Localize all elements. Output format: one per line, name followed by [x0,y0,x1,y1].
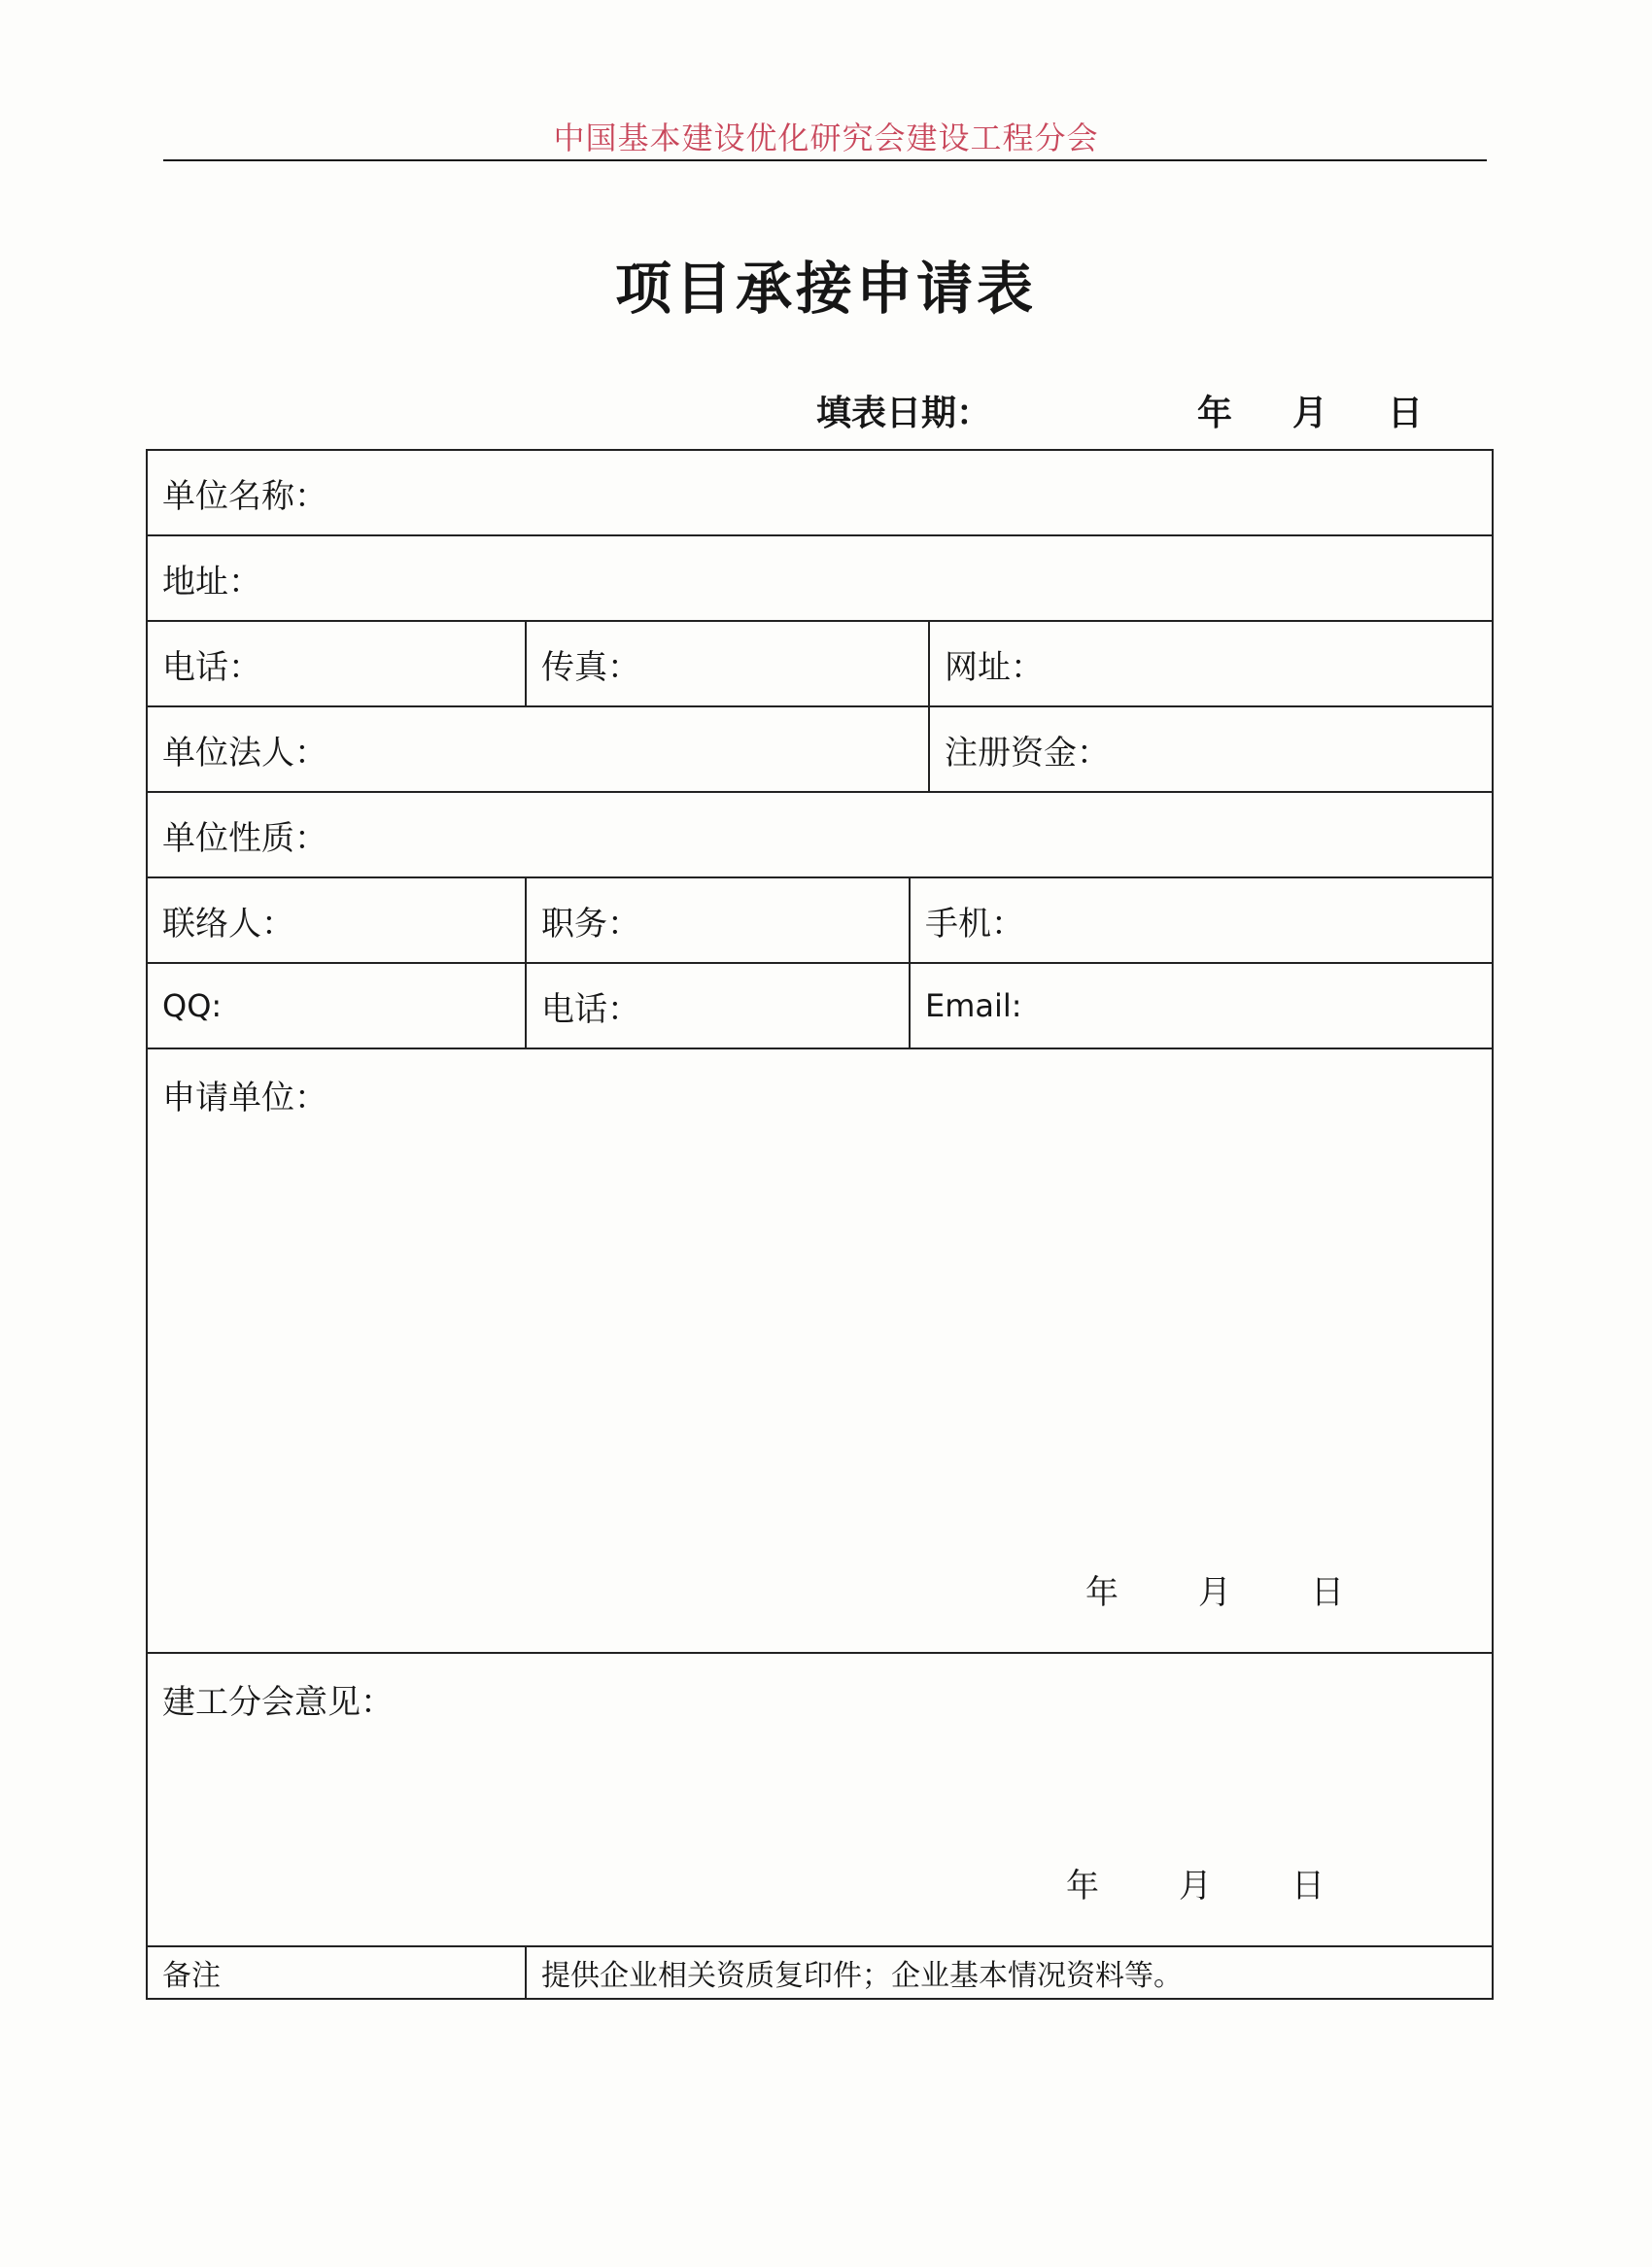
address-field[interactable]: 地址： [147,535,1493,621]
mobile-field[interactable]: 手机： [910,877,1493,963]
applicant-date-month: 月 [1198,1573,1231,1612]
contact-person-field[interactable]: 联络人： [147,877,526,963]
unit-name-field[interactable]: 单位名称： [147,450,1493,535]
website-field[interactable]: 网址： [929,621,1493,706]
header-divider [163,159,1487,161]
branch-date-day: 日 [1291,1867,1325,1906]
applicant-unit-section[interactable] [147,1048,1493,1653]
branch-opinion-section[interactable] [147,1653,1493,1946]
branch-opinion-sign-date [1066,1859,1404,1906]
form-title: 项目承接申请表 [614,256,1037,322]
fill-date-year: 年 [1197,393,1233,433]
registered-capital-field[interactable]: 注册资金： [929,706,1493,792]
unit-nature-field[interactable]: 单位性质： [147,792,1493,877]
email-field[interactable]: Email: [910,963,1493,1048]
applicant-sign-date [1085,1565,1424,1613]
legal-person-field[interactable]: 单位法人： [147,706,929,792]
fill-date-day: 日 [1388,393,1424,433]
position-field[interactable]: 职务： [526,877,910,963]
branch-opinion-label: 建工分会意见： [162,1683,394,1722]
fill-date-month: 月 [1292,393,1328,433]
fax-field[interactable]: 传真： [526,621,929,706]
applicant-date-year: 年 [1085,1573,1119,1612]
application-form-table [146,449,1494,2000]
applicant-unit-label: 申请单位： [162,1079,327,1117]
branch-date-month: 月 [1179,1867,1212,1906]
fill-date-label: 填表日期： [816,393,992,433]
organization-header: 中国基本建设优化研究会建设工程分会 [553,120,1099,156]
notes-text: 提供企业相关资质复印件；企业基本情况资料等。 [526,1946,1493,1999]
applicant-date-day: 日 [1311,1573,1344,1612]
phone2-field[interactable]: 电话： [526,963,910,1048]
notes-label: 备注 [147,1946,526,1999]
branch-date-year: 年 [1066,1867,1099,1906]
phone-field[interactable]: 电话： [147,621,526,706]
qq-field[interactable]: QQ: [147,963,526,1048]
